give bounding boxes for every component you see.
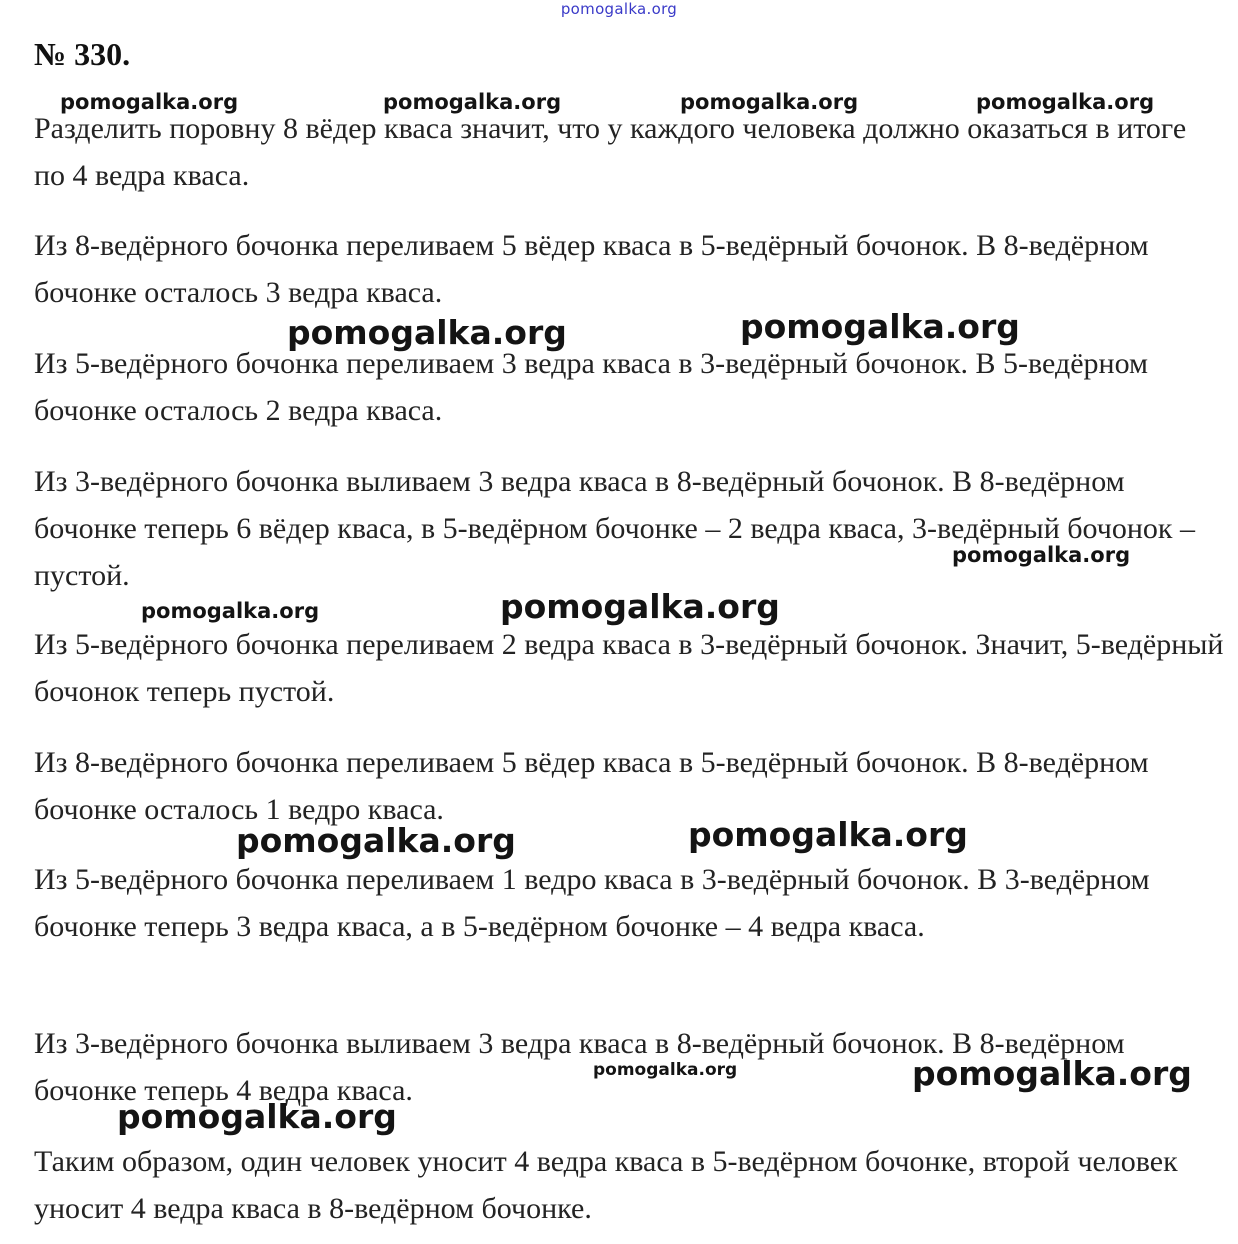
- watermark-text: pomogalka.org: [117, 1097, 397, 1136]
- watermark-text: pomogalka.org: [740, 307, 1020, 346]
- task-number: № 330.: [34, 36, 131, 72]
- watermark-text: pomogalka.org: [976, 90, 1155, 114]
- watermark-text: pomogalka.org: [236, 821, 516, 860]
- paragraph-4: Из 3-ведёрного бочонка выливаем 3 ведра кваса в 8-ведёрный бочонок. В 8-ведёрном бочонке теперь 6 вёдер кваса, в 5-ведёрном бочонке – 2 ведра кваса, 3-ведёрный бочонок – пустой.: [34, 465, 1195, 592]
- paragraph-7: Из 5-ведёрного бочонка переливаем 1 ведро кваса в 3-ведёрный бочонок. В 3-ведёрном бочонке теперь 3 ведра кваса, а в 5-ведёрном бочонке – 4 ведра кваса.: [34, 863, 1150, 943]
- watermark-text: pomogalka.org: [287, 313, 567, 352]
- watermark-text: pomogalka.org: [680, 90, 859, 114]
- watermark-text: pomogalka.org: [500, 587, 780, 626]
- paragraph-8: Из 3-ведёрного бочонка выливаем 3 ведра кваса в 8-ведёрный бочонок. В 8-ведёрном бочонке теперь 4 ведра кваса.: [34, 1027, 1125, 1107]
- paragraph-3: Из 5-ведёрного бочонка переливаем 3 ведра кваса в 3-ведёрный бочонок. В 5-ведёрном бочонке осталось 2 ведра кваса.: [34, 347, 1148, 427]
- watermark-text: pomogalka.org: [60, 90, 239, 114]
- site-watermark-top: pomogalka.org: [560, 0, 678, 18]
- watermark-text: pomogalka.org: [688, 815, 968, 854]
- paragraph-1: Разделить поровну 8 вёдер кваса значит, что у каждого человека должно оказаться в итоге по 4 ведра кваса.: [34, 112, 1187, 192]
- paragraph-6: Из 8-ведёрного бочонка переливаем 5 вёдер кваса в 5-ведёрный бочонок. В 8-ведёрном бочонке осталось 1 ведро кваса.: [34, 746, 1149, 826]
- watermark-text: pomogalka.org: [141, 599, 320, 623]
- watermark-text: pomogalka.org: [912, 1054, 1192, 1093]
- paragraph-2: Из 8-ведёрного бочонка переливаем 5 вёдер кваса в 5-ведёрный бочонок. В 8-ведёрном бочонке осталось 3 ведра кваса.: [34, 229, 1149, 309]
- paragraph-9: Таким образом, один человек уносит 4 ведра кваса в 5-ведёрном бочонке, второй человек уносит 4 ведра кваса в 8-ведёрном бочонке.: [34, 1145, 1178, 1225]
- watermark-text: pomogalka.org: [593, 1060, 738, 1080]
- paragraph-5: Из 5-ведёрного бочонка переливаем 2 ведра кваса в 3-ведёрный бочонок. Значит, 5-ведёрный бочонок теперь пустой.: [34, 628, 1224, 708]
- watermark-text: pomogalka.org: [952, 543, 1131, 567]
- watermark-text: pomogalka.org: [383, 90, 562, 114]
